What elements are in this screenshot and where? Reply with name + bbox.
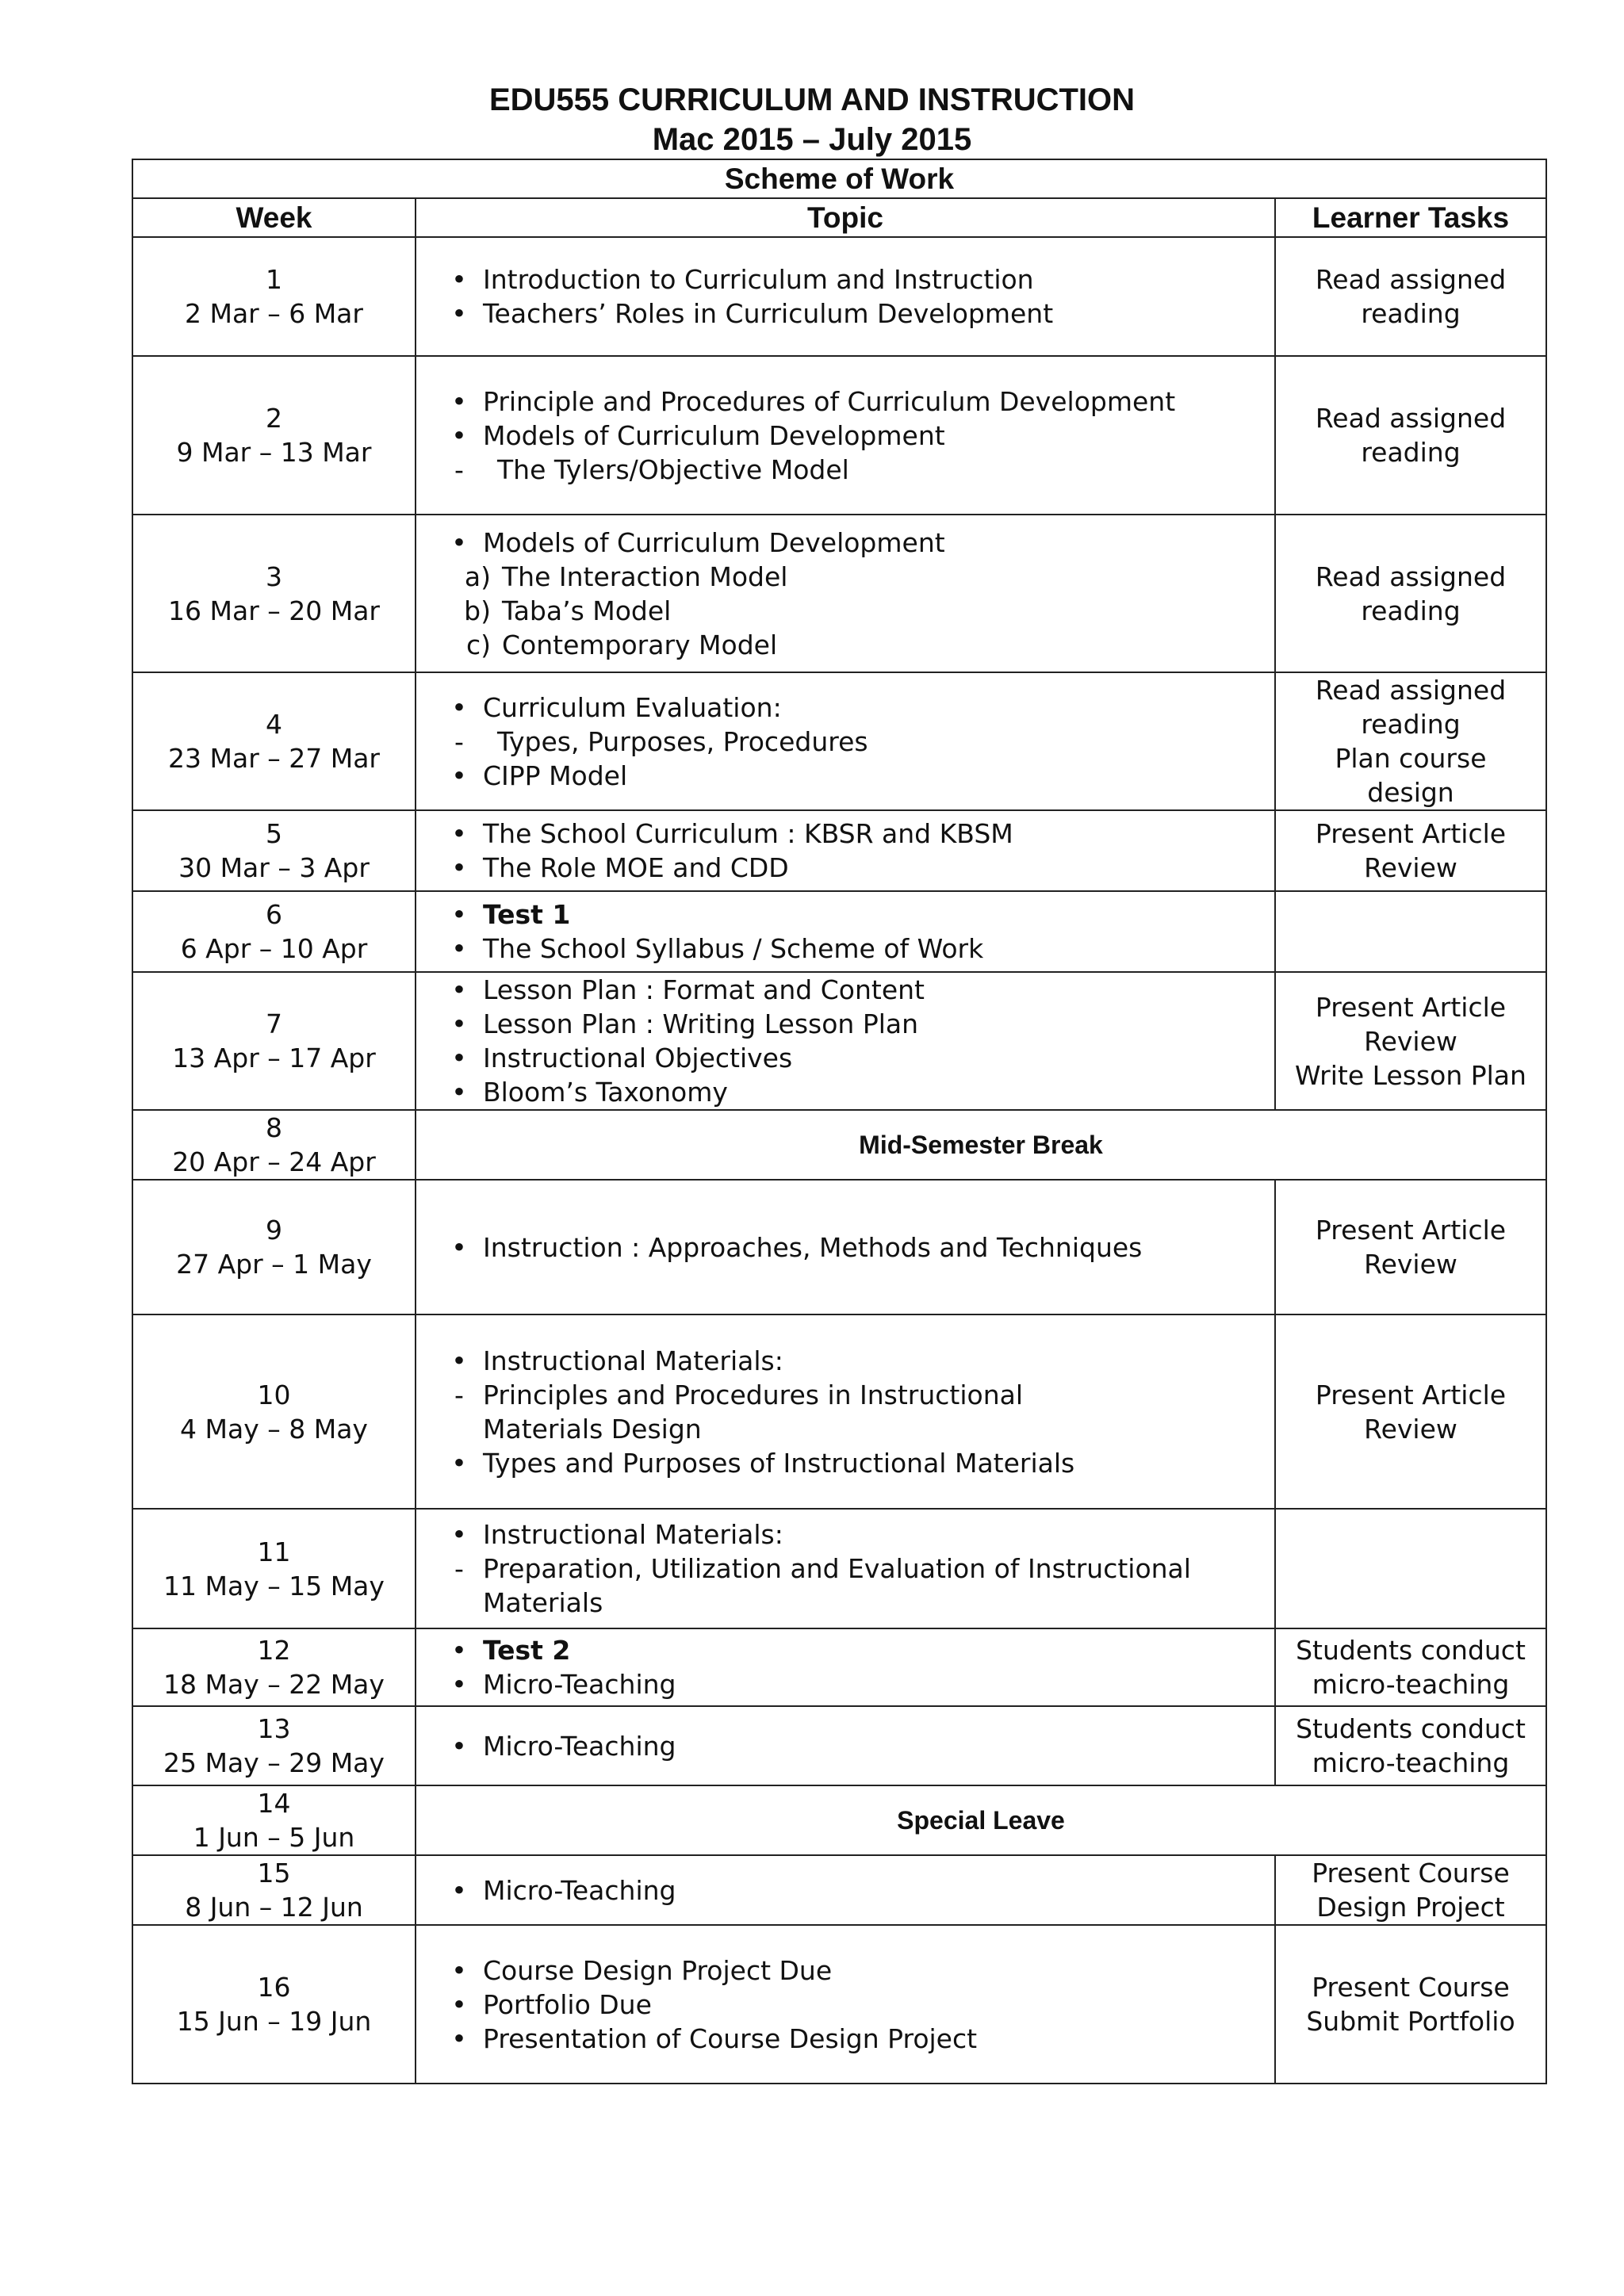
week-cell bbox=[132, 891, 416, 972]
topic-line bbox=[435, 419, 1274, 453]
learner-tasks-cell bbox=[1275, 1180, 1546, 1314]
task-line: Plan course bbox=[1335, 743, 1487, 774]
week-cell bbox=[132, 810, 416, 891]
task-line: Review bbox=[1364, 1249, 1457, 1280]
topic-cell bbox=[416, 237, 1275, 356]
topic-cell bbox=[416, 1706, 1275, 1785]
learner-tasks-cell bbox=[1275, 237, 1546, 356]
week-cell bbox=[132, 1785, 416, 1855]
topic-text: Bloom’s Taxonomy bbox=[483, 1077, 728, 1108]
bullet-marker: • bbox=[451, 1231, 467, 1263]
table-row bbox=[132, 515, 1546, 672]
task-line: Read assigned bbox=[1315, 403, 1507, 434]
topic-line bbox=[435, 1344, 1274, 1378]
topic-cell bbox=[416, 1925, 1275, 2084]
week-dates: 9 Mar – 13 Mar bbox=[176, 437, 372, 468]
table-caption: Scheme of Work bbox=[132, 159, 1546, 198]
task-line: Present Course bbox=[1312, 1858, 1510, 1888]
topic-cell bbox=[416, 1180, 1275, 1314]
bullet-marker: • bbox=[451, 1874, 467, 1906]
topic-cell bbox=[416, 972, 1275, 1110]
task-line: Read assigned bbox=[1315, 264, 1507, 295]
list-letter: c) bbox=[465, 629, 491, 660]
task-line: reading bbox=[1361, 595, 1461, 626]
topic-line bbox=[435, 1633, 1274, 1667]
topic-line bbox=[435, 560, 1274, 594]
topic-cell bbox=[416, 672, 1275, 810]
task-line: Students conduct bbox=[1296, 1635, 1526, 1666]
week-number: 8 bbox=[266, 1112, 282, 1143]
learner-tasks-cell bbox=[1275, 1314, 1546, 1509]
dash-marker: - bbox=[454, 453, 464, 485]
week-dates: 6 Apr – 10 Apr bbox=[180, 933, 368, 964]
topic-text: Micro-Teaching bbox=[483, 1669, 676, 1700]
topic-text: Principle and Procedures of Curriculum Development bbox=[483, 385, 1176, 417]
topic-line bbox=[435, 1517, 1274, 1552]
topic-text: Presentation of Course Design Project bbox=[483, 2022, 978, 2054]
caption-row bbox=[132, 159, 1546, 198]
task-line: Write Lesson Plan bbox=[1295, 1059, 1526, 1091]
week-cell bbox=[132, 356, 416, 515]
topic-text: Instructional Materials: bbox=[483, 1519, 783, 1550]
topic-column-header: Topic bbox=[416, 198, 1275, 237]
bullet-marker: • bbox=[451, 1043, 467, 1073]
topic-line bbox=[435, 1075, 1274, 1109]
week-number: 13 bbox=[257, 1713, 291, 1744]
bullet-marker: • bbox=[451, 974, 467, 1005]
table-row bbox=[132, 1706, 1546, 1785]
topic-line bbox=[435, 262, 1274, 297]
table-row bbox=[132, 1785, 1546, 1855]
task-line: Read assigned bbox=[1315, 561, 1507, 592]
topic-line bbox=[435, 851, 1274, 885]
topic-text: Micro-Teaching bbox=[483, 1874, 676, 1906]
dash-marker: - bbox=[454, 1379, 464, 1410]
week-dates: 4 May – 8 May bbox=[180, 1413, 368, 1445]
week-number: 10 bbox=[257, 1379, 291, 1410]
task-line: Present Course bbox=[1312, 1972, 1510, 2003]
table-row bbox=[132, 672, 1546, 810]
topic-line bbox=[435, 594, 1274, 628]
week-dates: 20 Apr – 24 Apr bbox=[172, 1146, 376, 1177]
topic-text: Models of Curriculum Development bbox=[483, 526, 945, 558]
topic-text: The Tylers/Objective Model bbox=[497, 453, 849, 485]
week-dates: 16 Mar – 20 Mar bbox=[168, 595, 380, 626]
table-row bbox=[132, 1855, 1546, 1925]
week-dates: 13 Apr – 17 Apr bbox=[172, 1043, 376, 1073]
task-line: reading bbox=[1361, 709, 1461, 740]
task-line: micro-teaching bbox=[1312, 1747, 1510, 1778]
dash-marker: - bbox=[454, 1553, 464, 1584]
task-line: micro-teaching bbox=[1312, 1669, 1510, 1700]
bullet-marker: • bbox=[451, 1008, 467, 1039]
table-row bbox=[132, 891, 1546, 972]
task-line: Present Article bbox=[1315, 818, 1507, 849]
table-row bbox=[132, 1314, 1546, 1509]
week-number: 16 bbox=[257, 1972, 291, 2003]
task-line: Present Article bbox=[1315, 1379, 1507, 1410]
topic-line bbox=[435, 973, 1274, 1007]
bullet-marker: • bbox=[451, 1345, 467, 1376]
topic-line bbox=[435, 1412, 1274, 1446]
break-notice: Special Leave bbox=[416, 1785, 1546, 1855]
topic-cell bbox=[416, 515, 1275, 672]
bullet-marker: • bbox=[451, 298, 467, 329]
topic-text: Teachers’ Roles in Curriculum Development bbox=[483, 298, 1054, 329]
learner-tasks-cell bbox=[1275, 356, 1546, 515]
week-dates: 30 Mar – 3 Apr bbox=[178, 852, 370, 883]
week-dates: 25 May – 29 May bbox=[163, 1747, 385, 1778]
week-dates: 23 Mar – 27 Mar bbox=[168, 743, 380, 774]
bullet-marker: • bbox=[451, 2022, 467, 2054]
list-letter: a) bbox=[464, 561, 491, 592]
table-row bbox=[132, 1509, 1546, 1628]
learner-tasks-cell bbox=[1275, 1925, 1546, 2084]
week-cell bbox=[132, 972, 416, 1110]
week-cell bbox=[132, 1628, 416, 1706]
topic-line bbox=[435, 759, 1274, 793]
topic-line bbox=[435, 1552, 1274, 1586]
learner-tasks-cell bbox=[1275, 972, 1546, 1110]
list-letter: b) bbox=[464, 595, 491, 626]
topic-cell bbox=[416, 891, 1275, 972]
bullet-marker: • bbox=[451, 385, 467, 417]
bullet-marker: • bbox=[451, 933, 467, 964]
topic-line bbox=[435, 2022, 1274, 2056]
week-number: 6 bbox=[266, 899, 282, 930]
week-cell bbox=[132, 1855, 416, 1925]
week-dates: 15 Jun – 19 Jun bbox=[176, 2006, 372, 2037]
dash-marker: - bbox=[454, 725, 464, 757]
week-number: 12 bbox=[257, 1635, 291, 1666]
topic-line bbox=[435, 1586, 1274, 1620]
topic-text: Instruction : Approaches, Methods and Techniques bbox=[483, 1231, 1143, 1263]
topic-line bbox=[435, 1378, 1274, 1412]
task-line: design bbox=[1367, 777, 1454, 808]
table-body bbox=[132, 237, 1546, 2084]
week-cell bbox=[132, 1706, 416, 1785]
week-number: 11 bbox=[257, 1536, 291, 1567]
document-title: EDU555 CURRICULUM AND INSTRUCTION bbox=[488, 82, 1136, 117]
topic-line bbox=[435, 526, 1274, 560]
bullet-marker: • bbox=[451, 526, 467, 558]
bullet-marker: • bbox=[451, 1635, 467, 1666]
week-cell bbox=[132, 1509, 416, 1628]
week-dates: 18 May – 22 May bbox=[163, 1669, 385, 1700]
topic-text: Instructional Objectives bbox=[483, 1043, 793, 1073]
bullet-marker: • bbox=[451, 1669, 467, 1700]
topic-text: Materials Design bbox=[483, 1413, 702, 1445]
task-line: reading bbox=[1361, 298, 1461, 329]
topic-line bbox=[435, 897, 1274, 932]
tasks-column-header: Learner Tasks bbox=[1275, 198, 1546, 237]
topic-cell bbox=[416, 1509, 1275, 1628]
topic-text: Portfolio Due bbox=[483, 1988, 652, 2020]
topic-text: Contemporary Model bbox=[502, 629, 778, 660]
week-dates: 27 Apr – 1 May bbox=[176, 1249, 372, 1280]
week-cell bbox=[132, 237, 416, 356]
bullet-marker: • bbox=[451, 1077, 467, 1108]
week-number: 2 bbox=[266, 403, 282, 434]
topic-line bbox=[435, 1007, 1274, 1041]
topic-line bbox=[435, 385, 1274, 419]
topic-line bbox=[435, 1729, 1274, 1763]
topic-line bbox=[435, 1873, 1274, 1908]
topic-line bbox=[435, 1446, 1274, 1480]
bullet-marker: • bbox=[451, 1730, 467, 1762]
topic-line bbox=[435, 691, 1274, 725]
week-dates: 11 May – 15 May bbox=[163, 1570, 385, 1601]
week-cell bbox=[132, 1925, 416, 2084]
learner-tasks-cell bbox=[1275, 1509, 1546, 1628]
table-row bbox=[132, 1628, 1546, 1706]
scheme-of-work-table bbox=[132, 159, 1547, 2084]
topic-text: The School Curriculum : KBSR and KBSM bbox=[483, 818, 1013, 849]
week-number: 14 bbox=[257, 1788, 291, 1819]
topic-line bbox=[435, 725, 1274, 759]
week-dates: 1 Jun – 5 Jun bbox=[193, 1822, 355, 1853]
topic-line bbox=[435, 297, 1274, 331]
topic-text: The School Syllabus / Scheme of Work bbox=[483, 933, 984, 964]
topic-text: Micro-Teaching bbox=[483, 1730, 676, 1762]
learner-tasks-cell bbox=[1275, 891, 1546, 972]
week-cell bbox=[132, 672, 416, 810]
learner-tasks-cell bbox=[1275, 515, 1546, 672]
topic-line bbox=[435, 628, 1274, 662]
topic-text: Taba’s Model bbox=[502, 595, 672, 626]
topic-cell bbox=[416, 1628, 1275, 1706]
break-notice: Mid-Semester Break bbox=[416, 1110, 1546, 1180]
learner-tasks-cell bbox=[1275, 1628, 1546, 1706]
topic-text: Course Design Project Due bbox=[483, 1954, 833, 1986]
table-row bbox=[132, 1110, 1546, 1180]
topic-text: CIPP Model bbox=[483, 760, 628, 791]
topic-line bbox=[435, 1230, 1274, 1265]
topic-text: The Role MOE and CDD bbox=[483, 852, 789, 883]
topic-line bbox=[435, 453, 1274, 487]
topic-line bbox=[435, 1667, 1274, 1701]
learner-tasks-cell bbox=[1275, 1706, 1546, 1785]
task-line: Read assigned bbox=[1315, 675, 1507, 706]
week-column-header: Week bbox=[132, 198, 416, 237]
topic-text: Test 1 bbox=[483, 899, 571, 930]
topic-line bbox=[435, 817, 1274, 851]
week-number: 5 bbox=[266, 818, 282, 849]
topic-cell bbox=[416, 810, 1275, 891]
topic-cell bbox=[416, 1314, 1275, 1509]
table-row bbox=[132, 1925, 1546, 2084]
topic-text: Test 2 bbox=[483, 1635, 571, 1666]
bullet-marker: • bbox=[451, 1519, 467, 1550]
topic-text: Types, Purposes, Procedures bbox=[497, 725, 868, 757]
bullet-marker: • bbox=[451, 852, 467, 883]
task-line: Review bbox=[1364, 1025, 1457, 1057]
bullet-marker: • bbox=[451, 899, 467, 930]
topic-text: The Interaction Model bbox=[502, 561, 788, 592]
topic-line bbox=[435, 1954, 1274, 1988]
topic-text: Preparation, Utilization and Evaluation of Instructional bbox=[483, 1553, 1191, 1584]
column-header-row bbox=[132, 198, 1546, 237]
week-cell bbox=[132, 1314, 416, 1509]
topic-text: Materials bbox=[483, 1587, 603, 1618]
topic-text: Instructional Materials: bbox=[483, 1345, 783, 1376]
bullet-marker: • bbox=[451, 264, 467, 295]
table-row bbox=[132, 810, 1546, 891]
document-subtitle: Mac 2015 – July 2015 bbox=[652, 122, 972, 157]
bullet-marker: • bbox=[451, 818, 467, 849]
topic-text: Lesson Plan : Format and Content bbox=[483, 974, 925, 1005]
learner-tasks-cell bbox=[1275, 1855, 1546, 1925]
bullet-marker: • bbox=[451, 1988, 467, 2020]
bullet-marker: • bbox=[451, 760, 467, 791]
learner-tasks-cell bbox=[1275, 810, 1546, 891]
task-line: Review bbox=[1364, 852, 1457, 883]
bullet-marker: • bbox=[451, 419, 467, 451]
bullet-marker: • bbox=[451, 1447, 467, 1479]
week-cell bbox=[132, 1180, 416, 1314]
table-row bbox=[132, 1180, 1546, 1314]
week-cell bbox=[132, 515, 416, 672]
task-line: Present Article bbox=[1315, 991, 1507, 1023]
week-number: 1 bbox=[266, 264, 282, 295]
task-line: Design Project bbox=[1316, 1892, 1505, 1923]
topic-line bbox=[435, 1041, 1274, 1075]
week-number: 3 bbox=[266, 561, 282, 592]
table-row bbox=[132, 237, 1546, 356]
topic-text: Introduction to Curriculum and Instruction bbox=[483, 264, 1034, 295]
week-number: 7 bbox=[266, 1008, 282, 1039]
topic-text: Models of Curriculum Development bbox=[483, 419, 945, 451]
week-number: 9 bbox=[266, 1215, 282, 1246]
topic-text: Curriculum Evaluation: bbox=[483, 691, 782, 723]
topic-text: Types and Purposes of Instructional Materials bbox=[483, 1447, 1075, 1479]
week-dates: 2 Mar – 6 Mar bbox=[185, 298, 363, 329]
week-number: 15 bbox=[257, 1858, 291, 1888]
bullet-marker: • bbox=[451, 691, 467, 723]
topic-text: Lesson Plan : Writing Lesson Plan bbox=[483, 1008, 919, 1039]
table-row bbox=[132, 356, 1546, 515]
week-number: 4 bbox=[266, 709, 282, 740]
topic-line bbox=[435, 1988, 1274, 2022]
task-line: Review bbox=[1364, 1413, 1457, 1445]
topic-text: Principles and Procedures in Instructional bbox=[483, 1379, 1024, 1410]
week-dates: 8 Jun – 12 Jun bbox=[185, 1892, 363, 1923]
topic-line bbox=[435, 932, 1274, 966]
topic-cell bbox=[416, 356, 1275, 515]
task-line: Students conduct bbox=[1296, 1713, 1526, 1744]
bullet-marker: • bbox=[451, 1954, 467, 1986]
task-line: Submit Portfolio bbox=[1306, 2006, 1515, 2037]
task-line: reading bbox=[1361, 437, 1461, 468]
task-line: Present Article bbox=[1315, 1215, 1507, 1246]
learner-tasks-cell bbox=[1275, 672, 1546, 810]
table-row bbox=[132, 972, 1546, 1110]
week-cell bbox=[132, 1110, 416, 1180]
topic-cell bbox=[416, 1855, 1275, 1925]
